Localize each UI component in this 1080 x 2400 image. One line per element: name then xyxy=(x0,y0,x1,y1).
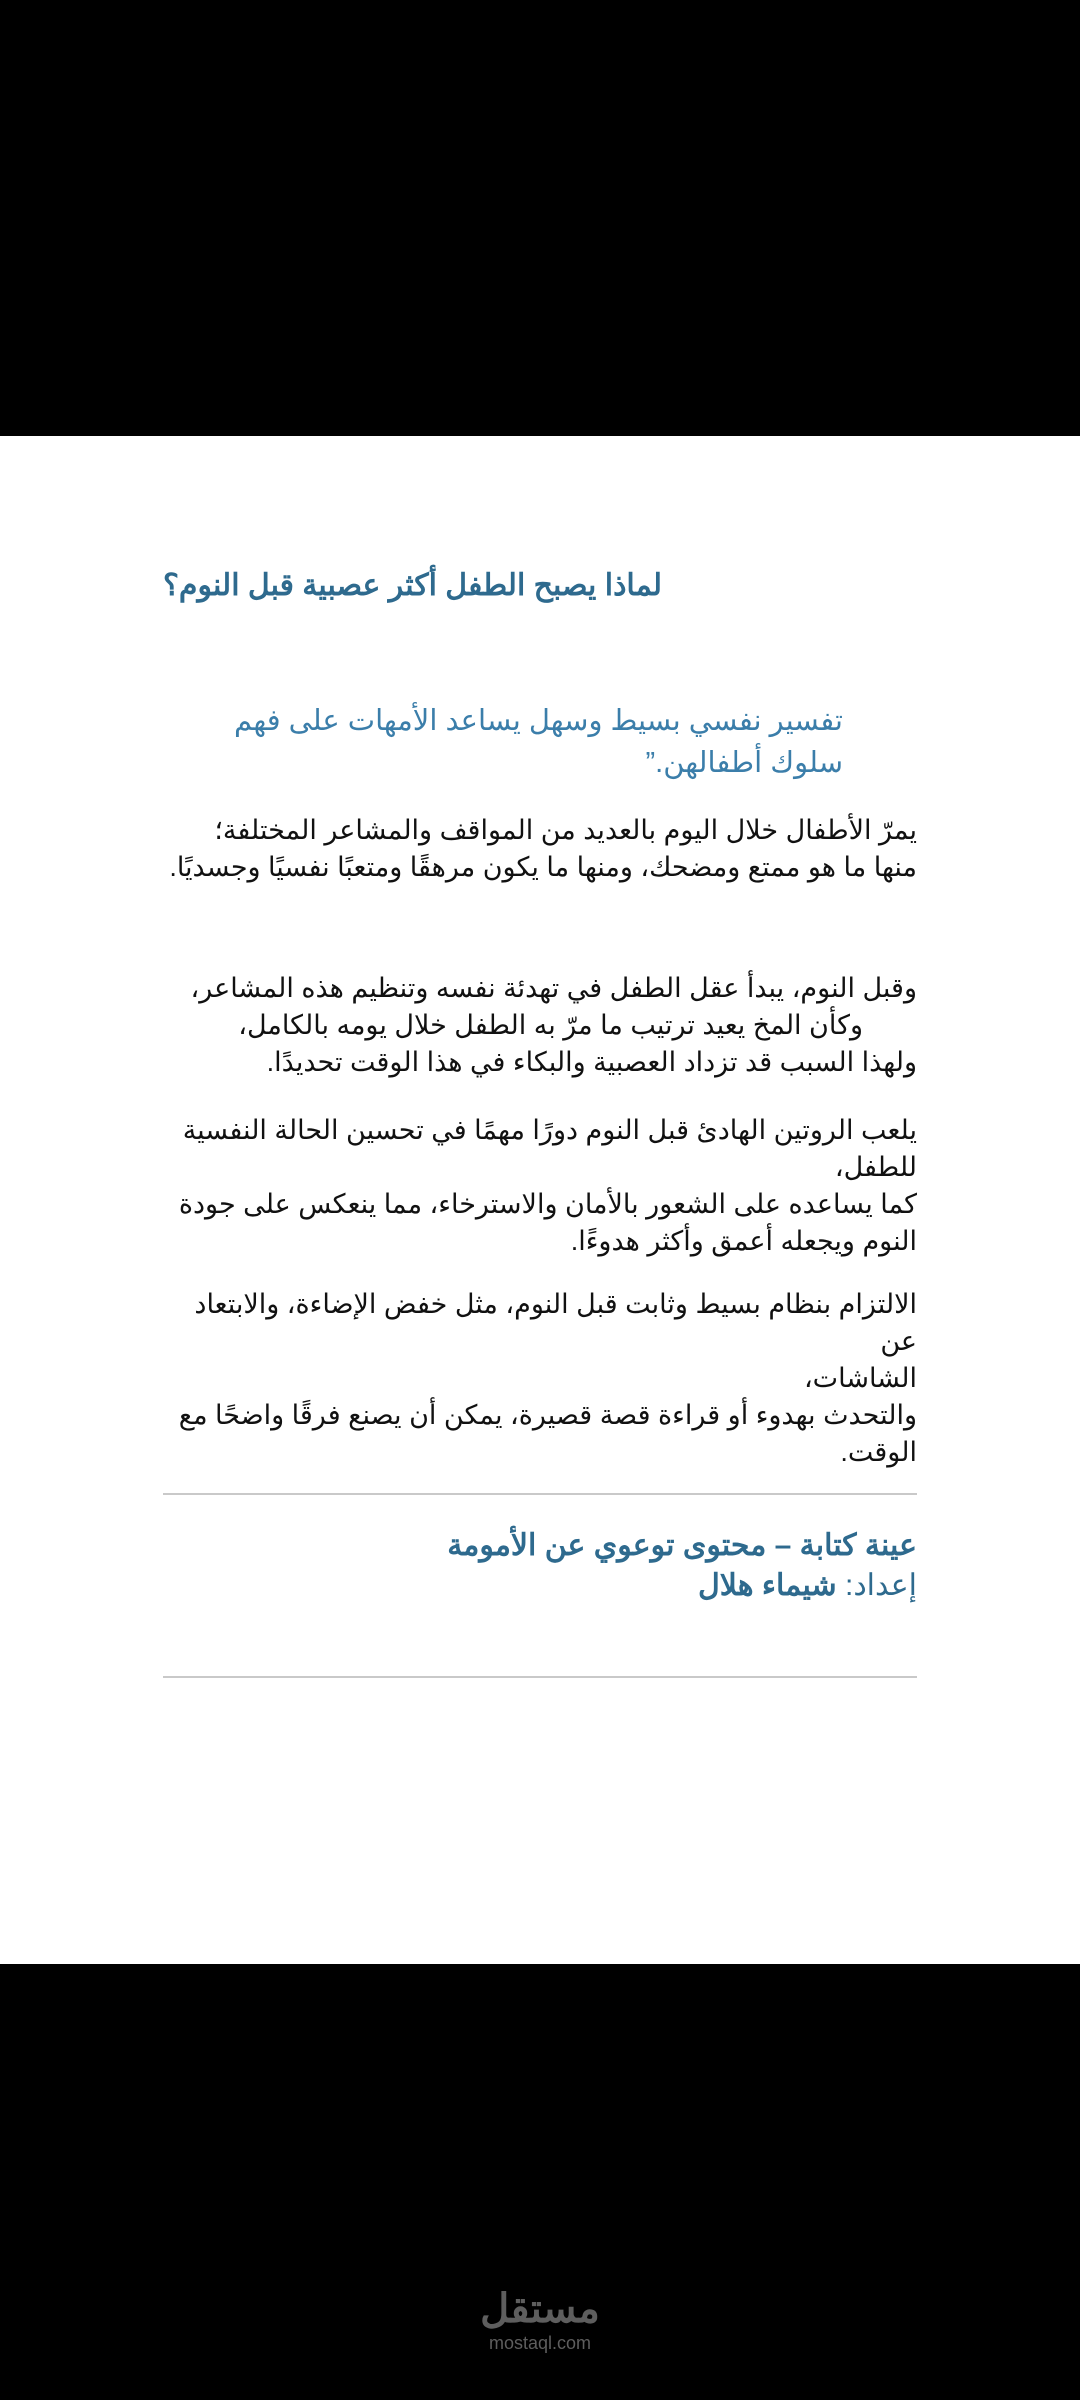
paragraph-line: وكأن المخ يعيد ترتيب ما مرّ به الطفل خلال يومه بالكامل، xyxy=(238,1010,863,1040)
paragraph-3 xyxy=(163,1112,917,1260)
paragraph-line: يلعب الروتين الهادئ قبل النوم دورًا مهمًا في تحسين الحالة النفسية xyxy=(182,1115,917,1145)
signature-heading: عينة كتابة – محتوى توعوي عن الأمومة xyxy=(447,1529,917,1562)
paragraph-line: كما يساعده على الشعور بالأمان والاسترخاء، مما ينعكس على جودة xyxy=(178,1189,917,1219)
paragraph-line: والتحدث بهدوء أو قراءة قصة قصيرة، يمكن أن يصنع فرقًا واضحًا مع xyxy=(178,1400,917,1430)
paragraph-line: الوقت. xyxy=(840,1437,917,1467)
paragraph-line: للطفل، xyxy=(834,1152,917,1182)
article-title xyxy=(163,566,917,606)
article-subtitle: تفسير نفسي بسيط وسهل يساعد الأمهات على فهم سلوك أطفالهن.” xyxy=(234,705,843,779)
divider-bottom xyxy=(163,1676,917,1678)
document-page xyxy=(0,436,1080,1964)
author-name: شيماء هلال xyxy=(698,1569,837,1602)
mostaql-url: mostaql.com xyxy=(488,2333,592,2353)
divider-top xyxy=(163,1493,917,1495)
paragraph-line: منها ما هو ممتع ومضحك، ومنها ما يكون مرهقًا ومتعبًا نفسيًا وجسديًا. xyxy=(169,852,917,882)
paragraph-2 xyxy=(163,970,917,1081)
paragraph-1 xyxy=(163,812,917,886)
paragraph-line: الالتزام بنظام بسيط وثابت قبل النوم، مثل خفض الإضاءة، والابتعاد عن xyxy=(194,1289,917,1356)
paragraph-line: وقبل النوم، يبدأ عقل الطفل في تهدئة نفسه وتنظيم هذه المشاعر، xyxy=(190,973,917,1003)
article-title-text: لماذا يصبح الطفل أكثر عصبية قبل النوم؟ xyxy=(163,569,663,602)
signature-block xyxy=(163,1526,917,1606)
paragraph-4 xyxy=(163,1286,917,1471)
paragraph-line: النوم ويجعله أعمق وأكثر هدوءًا. xyxy=(570,1226,917,1256)
mostaql-logo: مستقل xyxy=(480,2287,600,2331)
paragraph-line: يمرّ الأطفال خلال اليوم بالعديد من المواقف والمشاعر المختلفة؛ xyxy=(214,815,917,845)
mostaql-watermark xyxy=(0,2286,1080,2354)
signature-credit xyxy=(429,1566,917,1606)
paragraph-line: الشاشات، xyxy=(803,1363,917,1393)
prepared-by-label: إعداد: xyxy=(844,1569,917,1602)
paragraph-line: ولهذا السبب قد تزداد العصبية والبكاء في هذا الوقت تحديدًا. xyxy=(266,1047,917,1077)
